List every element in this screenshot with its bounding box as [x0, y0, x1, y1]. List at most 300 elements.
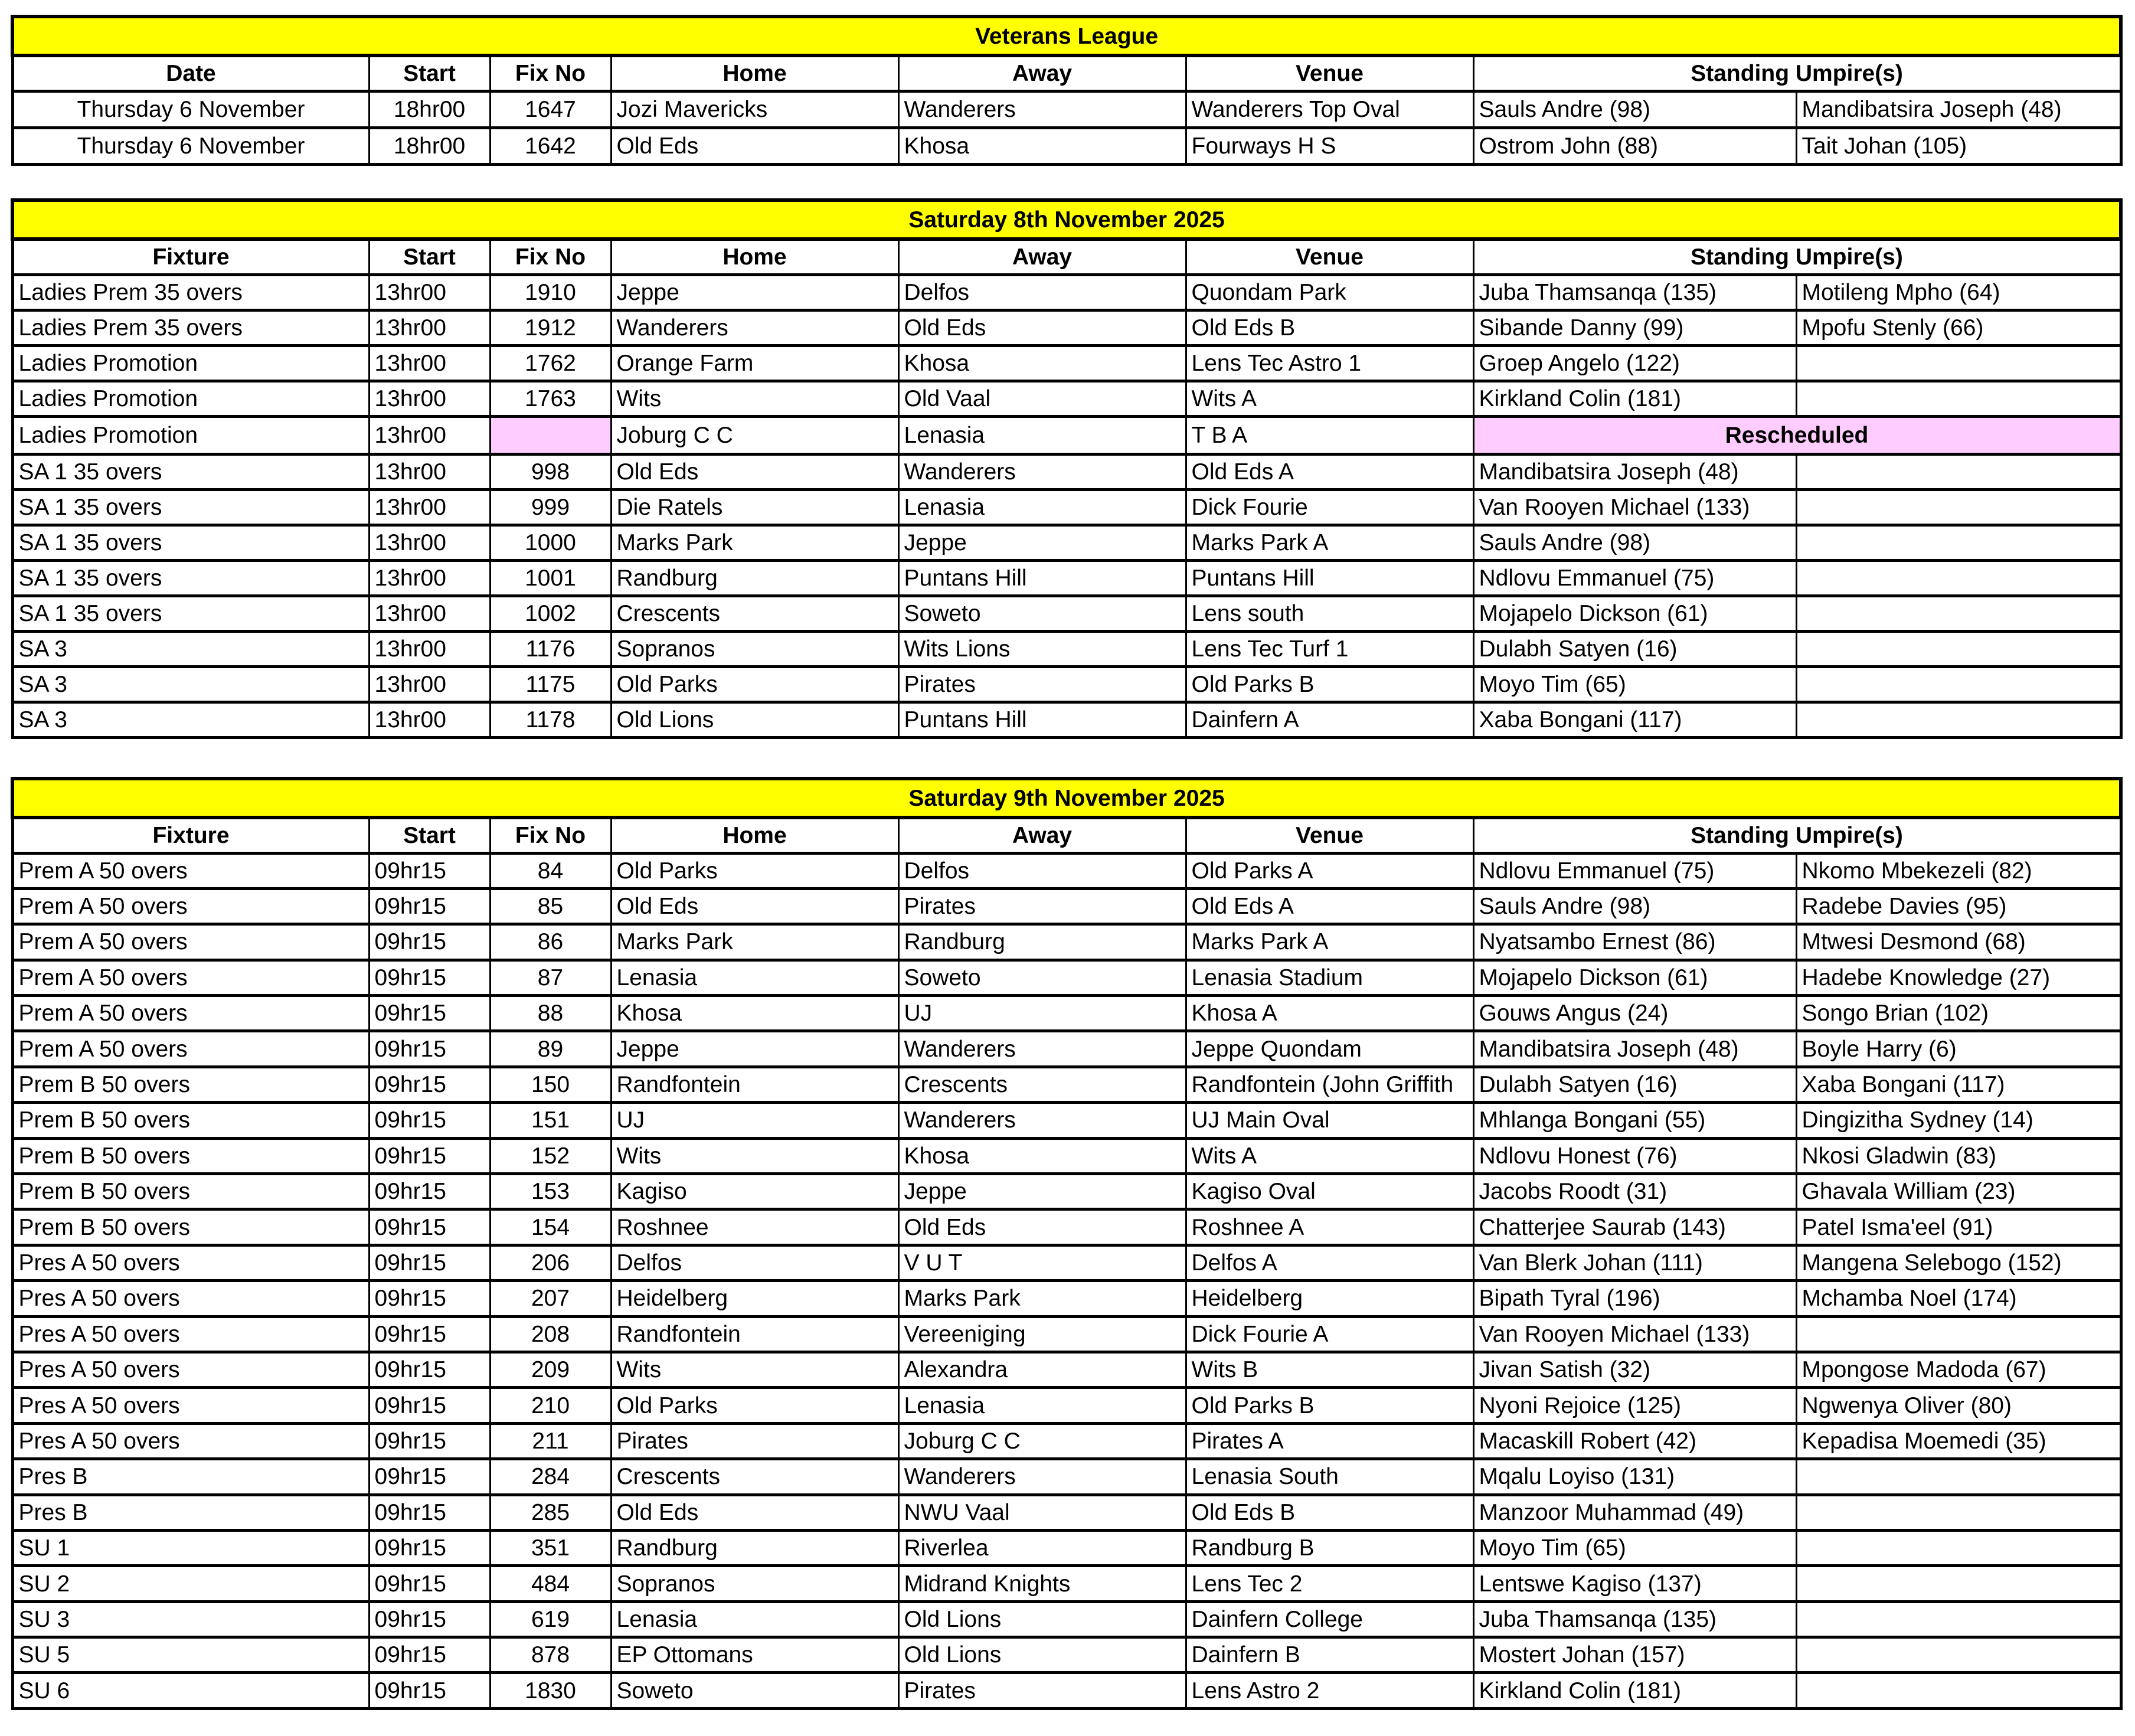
- fixture-cell: SU 2: [12, 1566, 369, 1601]
- umpire-1-cell: Van Rooyen Michael (133): [1473, 489, 1796, 525]
- home-cell: Roshnee: [611, 1209, 898, 1245]
- umpire-1-cell: Juba Thamsanqa (135): [1473, 1601, 1796, 1637]
- away-cell: Wanderers: [898, 454, 1186, 489]
- umpire-2-cell: [1796, 345, 2121, 381]
- venue-cell: Wanderers Top Oval: [1186, 91, 1473, 127]
- umpire-1-cell: Van Rooyen Michael (133): [1473, 1316, 1796, 1352]
- fixture-row: [12, 1316, 2121, 1352]
- fixture-cell: Prem B 50 overs: [12, 1138, 369, 1173]
- header-row: [12, 818, 2121, 853]
- umpire-2-cell: [1796, 1316, 2121, 1352]
- column-header-away: Away: [898, 818, 1186, 853]
- header-row: [12, 239, 2121, 274]
- fix-no-cell: 484: [490, 1566, 611, 1601]
- start-cell: 18hr00: [369, 91, 490, 127]
- fixture-cell: SU 3: [12, 1601, 369, 1637]
- umpire-1-cell: Sauls Andre (98): [1473, 888, 1796, 924]
- start-cell: 13hr00: [369, 525, 490, 560]
- away-cell: Old Lions: [898, 1601, 1186, 1637]
- umpire-1-cell: Van Blerk Johan (111): [1473, 1245, 1796, 1280]
- venue-cell: UJ Main Oval: [1186, 1103, 1473, 1138]
- fixture-cell: Ladies Prem 35 overs: [12, 274, 369, 310]
- umpire-2-cell: Mpofu Stenly (66): [1796, 310, 2121, 345]
- away-cell: Jeppe: [898, 525, 1186, 560]
- umpire-2-cell: Mandibatsira Joseph (48): [1796, 91, 2121, 127]
- away-cell: Wanderers: [898, 1459, 1186, 1495]
- start-cell: 18hr00: [369, 127, 490, 164]
- home-cell: Old Lions: [611, 702, 898, 737]
- away-cell: UJ: [898, 996, 1186, 1031]
- venue-cell: Lens south: [1186, 596, 1473, 631]
- fix-no-cell: 207: [490, 1281, 611, 1316]
- umpire-2-cell: [1796, 702, 2121, 737]
- venue-cell: Randburg B: [1186, 1530, 1473, 1565]
- home-cell: Lenasia: [611, 960, 898, 995]
- fixture-row: [12, 345, 2121, 381]
- umpire-1-cell: Mandibatsira Joseph (48): [1473, 1031, 1796, 1067]
- fix-no-cell: 1001: [490, 560, 611, 596]
- start-cell: 13hr00: [369, 454, 490, 489]
- umpire-2-cell: Hadebe Knowledge (27): [1796, 960, 2121, 995]
- fixture-row: [12, 1031, 2121, 1067]
- column-header-home: Home: [611, 818, 898, 853]
- umpire-1-cell: Jacobs Roodt (31): [1473, 1174, 1796, 1209]
- start-cell: 09hr15: [369, 1495, 490, 1530]
- away-cell: Soweto: [898, 960, 1186, 995]
- fixture-cell: Prem A 50 overs: [12, 1031, 369, 1067]
- umpire-1-cell: Nyatsambo Ernest (86): [1473, 924, 1796, 960]
- venue-cell: Old Parks A: [1186, 853, 1473, 888]
- fixture-row: [12, 127, 2121, 164]
- home-cell: Sopranos: [611, 1566, 898, 1601]
- umpire-2-cell: [1796, 1530, 2121, 1565]
- fix-no-cell: 619: [490, 1601, 611, 1637]
- venue-cell: Old Parks B: [1186, 1388, 1473, 1423]
- home-cell: Randburg: [611, 560, 898, 596]
- column-header-venue: Venue: [1186, 239, 1473, 274]
- venue-cell: Wits A: [1186, 1138, 1473, 1173]
- fixture-row: [12, 1352, 2121, 1387]
- fixture-row: [12, 1388, 2121, 1423]
- fixture-row: [12, 1209, 2121, 1245]
- fix-no-cell: 1647: [490, 91, 611, 127]
- fix-no-cell: 84: [490, 853, 611, 888]
- fixture-row: [12, 1067, 2121, 1102]
- venue-cell: Heidelberg: [1186, 1281, 1473, 1316]
- home-cell: EP Ottomans: [611, 1637, 898, 1673]
- away-cell: Puntans Hill: [898, 702, 1186, 737]
- umpire-1-cell: Dulabh Satyen (16): [1473, 631, 1796, 666]
- fix-no-cell: 152: [490, 1138, 611, 1173]
- fixture-cell: Prem A 50 overs: [12, 996, 369, 1031]
- away-cell: Delfos: [898, 853, 1186, 888]
- umpire-2-cell: Mtwesi Desmond (68): [1796, 924, 2121, 960]
- home-cell: Randburg: [611, 1530, 898, 1565]
- column-header-venue: Venue: [1186, 55, 1473, 91]
- fixtures-table: [11, 198, 2123, 739]
- umpire-1-cell: Lentswe Kagiso (137): [1473, 1566, 1796, 1601]
- fixture-section: [11, 198, 2119, 739]
- fixture-row: [12, 1423, 2121, 1459]
- away-cell: Wanderers: [898, 1031, 1186, 1067]
- start-cell: 09hr15: [369, 1138, 490, 1173]
- start-cell: 09hr15: [369, 1423, 490, 1459]
- fixture-cell: Prem A 50 overs: [12, 960, 369, 995]
- umpire-1-cell: Mojapelo Dickson (61): [1473, 596, 1796, 631]
- section-title-row: [12, 17, 2121, 55]
- umpire-2-cell: Tait Johan (105): [1796, 127, 2121, 164]
- fixture-cell: SA 1 35 overs: [12, 454, 369, 489]
- start-cell: 09hr15: [369, 1530, 490, 1565]
- umpire-2-cell: [1796, 596, 2121, 631]
- fixture-cell: Ladies Prem 35 overs: [12, 310, 369, 345]
- venue-cell: Wits B: [1186, 1352, 1473, 1387]
- umpire-2-cell: [1796, 1601, 2121, 1637]
- start-cell: 13hr00: [369, 596, 490, 631]
- umpire-1-cell: Dulabh Satyen (16): [1473, 1067, 1796, 1102]
- venue-cell: T B A: [1186, 416, 1473, 454]
- home-cell: Jeppe: [611, 1031, 898, 1067]
- start-cell: 13hr00: [369, 560, 490, 596]
- fixture-row: [12, 1459, 2121, 1495]
- away-cell: Old Lions: [898, 1637, 1186, 1673]
- venue-cell: Dainfern B: [1186, 1637, 1473, 1673]
- section-title-row: [12, 779, 2121, 818]
- section-title: Saturday 9th November 2025: [12, 779, 2121, 818]
- umpire-2-cell: Boyle Harry (6): [1796, 1031, 2121, 1067]
- home-cell: Randfontein: [611, 1316, 898, 1352]
- start-cell: 13hr00: [369, 345, 490, 381]
- umpire-2-cell: Mchamba Noel (174): [1796, 1281, 2121, 1316]
- fixture-row: [12, 631, 2121, 666]
- fixture-cell: SA 1 35 overs: [12, 489, 369, 525]
- fixture-row: [12, 489, 2121, 525]
- fixture-row: [12, 666, 2121, 702]
- fixtures-table: [11, 777, 2123, 1710]
- fixture-row: [12, 1601, 2121, 1637]
- umpire-2-cell: [1796, 1459, 2121, 1495]
- fixture-cell: SA 1 35 overs: [12, 525, 369, 560]
- venue-cell: Dick Fourie A: [1186, 1316, 1473, 1352]
- fixture-row: [12, 91, 2121, 127]
- venue-cell: Pirates A: [1186, 1423, 1473, 1459]
- umpire-1-cell: Manzoor Muhammad (49): [1473, 1495, 1796, 1530]
- column-header-start: Start: [369, 239, 490, 274]
- away-cell: Alexandra: [898, 1352, 1186, 1387]
- fixture-cell: SA 3: [12, 702, 369, 737]
- fixture-cell: Ladies Promotion: [12, 381, 369, 416]
- umpire-2-cell: Ngwenya Oliver (80): [1796, 1388, 2121, 1423]
- start-cell: 13hr00: [369, 274, 490, 310]
- away-cell: Jeppe: [898, 1174, 1186, 1209]
- away-cell: Khosa: [898, 345, 1186, 381]
- venue-cell: Old Eds B: [1186, 310, 1473, 345]
- fixture-row: [12, 274, 2121, 310]
- start-cell: 09hr15: [369, 1316, 490, 1352]
- umpire-2-cell: Mpongose Madoda (67): [1796, 1352, 2121, 1387]
- fixture-row: [12, 996, 2121, 1031]
- fixture-row: [12, 454, 2121, 489]
- section-title-row: [12, 200, 2121, 239]
- home-cell: Randfontein: [611, 1067, 898, 1102]
- column-header-venue: Venue: [1186, 818, 1473, 853]
- home-cell: Joburg C C: [611, 416, 898, 454]
- start-cell: 09hr15: [369, 888, 490, 924]
- umpire-1-cell: Juba Thamsanqa (135): [1473, 274, 1796, 310]
- start-cell: 09hr15: [369, 1209, 490, 1245]
- home-cell: Jeppe: [611, 274, 898, 310]
- fixture-cell: Pres A 50 overs: [12, 1388, 369, 1423]
- fixture-cell: SU 5: [12, 1637, 369, 1673]
- fixture-cell: SA 3: [12, 631, 369, 666]
- start-cell: 09hr15: [369, 1388, 490, 1423]
- fixture-cell: Pres A 50 overs: [12, 1423, 369, 1459]
- fixture-section: [11, 777, 2119, 1710]
- venue-cell: Quondam Park: [1186, 274, 1473, 310]
- fix-no-cell: 211: [490, 1423, 611, 1459]
- venue-cell: Lenasia Stadium: [1186, 960, 1473, 995]
- umpire-1-cell: Nyoni Rejoice (125): [1473, 1388, 1796, 1423]
- umpire-2-cell: [1796, 560, 2121, 596]
- venue-cell: Wits A: [1186, 381, 1473, 416]
- fix-no-cell: 151: [490, 1103, 611, 1138]
- umpire-1-cell: Ndlovu Emmanuel (75): [1473, 560, 1796, 596]
- column-header-umpires: Standing Umpire(s): [1473, 239, 2121, 274]
- umpire-2-cell: Mangena Selebogo (152): [1796, 1245, 2121, 1280]
- umpire-1-cell: Ndlovu Emmanuel (75): [1473, 853, 1796, 888]
- fix-no-cell: 1910: [490, 274, 611, 310]
- start-cell: 09hr15: [369, 1566, 490, 1601]
- fixture-cell: Ladies Promotion: [12, 416, 369, 454]
- fix-no-cell: 284: [490, 1459, 611, 1495]
- fixture-row: [12, 1174, 2121, 1209]
- away-cell: Pirates: [898, 1673, 1186, 1708]
- away-cell: Soweto: [898, 596, 1186, 631]
- away-cell: Lenasia: [898, 1388, 1186, 1423]
- fix-no-cell: 209: [490, 1352, 611, 1387]
- umpire-2-cell: [1796, 1495, 2121, 1530]
- fixture-cell: SU 6: [12, 1673, 369, 1708]
- venue-cell: Dick Fourie: [1186, 489, 1473, 525]
- venue-cell: Lens Astro 2: [1186, 1673, 1473, 1708]
- home-cell: Wits: [611, 1138, 898, 1173]
- fixture-row: [12, 1138, 2121, 1173]
- fixture-row: [12, 1566, 2121, 1601]
- fix-no-cell: 351: [490, 1530, 611, 1565]
- start-cell: 09hr15: [369, 1601, 490, 1637]
- umpire-2-cell: Kepadisa Moemedi (35): [1796, 1423, 2121, 1459]
- umpire-1-cell: Mojapelo Dickson (61): [1473, 960, 1796, 995]
- fix-no-cell: 85: [490, 888, 611, 924]
- home-cell: UJ: [611, 1103, 898, 1138]
- fixture-cell: Prem A 50 overs: [12, 924, 369, 960]
- venue-cell: Lens Tec Turf 1: [1186, 631, 1473, 666]
- umpire-1-cell: Ndlovu Honest (76): [1473, 1138, 1796, 1173]
- home-cell: Delfos: [611, 1245, 898, 1280]
- away-cell: Old Eds: [898, 1209, 1186, 1245]
- umpire-1-cell: Jivan Satish (32): [1473, 1352, 1796, 1387]
- home-cell: Old Eds: [611, 127, 898, 164]
- fix-no-cell: 1000: [490, 525, 611, 560]
- umpire-2-cell: Songo Brian (102): [1796, 996, 2121, 1031]
- fixture-cell: Pres B: [12, 1459, 369, 1495]
- fixture-row: [12, 960, 2121, 995]
- fix-no-cell: 86: [490, 924, 611, 960]
- fixture-cell: Pres A 50 overs: [12, 1316, 369, 1352]
- home-cell: Orange Farm: [611, 345, 898, 381]
- fix-no-cell: 150: [490, 1067, 611, 1102]
- home-cell: Pirates: [611, 1423, 898, 1459]
- start-cell: 09hr15: [369, 960, 490, 995]
- home-cell: Crescents: [611, 596, 898, 631]
- column-header-umpires: Standing Umpire(s): [1473, 818, 2121, 853]
- fixture-cell: Pres A 50 overs: [12, 1245, 369, 1280]
- away-cell: Old Eds: [898, 310, 1186, 345]
- umpire-1-cell: Mqalu Loyiso (131): [1473, 1459, 1796, 1495]
- umpire-1-cell: Kirkland Colin (181): [1473, 381, 1796, 416]
- away-cell: Riverlea: [898, 1530, 1186, 1565]
- umpire-1-cell: Moyo Tim (65): [1473, 1530, 1796, 1565]
- fix-no-cell: 89: [490, 1031, 611, 1067]
- fix-no-cell: 208: [490, 1316, 611, 1352]
- away-cell: Khosa: [898, 1138, 1186, 1173]
- venue-cell: Lens Tec Astro 1: [1186, 345, 1473, 381]
- start-cell: 09hr15: [369, 1637, 490, 1673]
- venue-cell: Old Parks B: [1186, 666, 1473, 702]
- fixture-cell: SA 1 35 overs: [12, 560, 369, 596]
- start-cell: 13hr00: [369, 416, 490, 454]
- home-cell: Kagiso: [611, 1174, 898, 1209]
- start-cell: 09hr15: [369, 924, 490, 960]
- start-cell: 09hr15: [369, 1067, 490, 1102]
- away-cell: Crescents: [898, 1067, 1186, 1102]
- start-cell: 13hr00: [369, 702, 490, 737]
- umpire-2-cell: [1796, 454, 2121, 489]
- home-cell: Old Parks: [611, 853, 898, 888]
- start-cell: 13hr00: [369, 489, 490, 525]
- umpire-2-cell: Nkosi Gladwin (83): [1796, 1138, 2121, 1173]
- start-cell: 09hr15: [369, 1352, 490, 1387]
- column-header-fix-no: Fix No: [490, 818, 611, 853]
- venue-cell: Kagiso Oval: [1186, 1174, 1473, 1209]
- start-cell: 13hr00: [369, 631, 490, 666]
- fix-no-cell: 998: [490, 454, 611, 489]
- column-header-fixture: Fixture: [12, 239, 369, 274]
- away-cell: Midrand Knights: [898, 1566, 1186, 1601]
- fixtures-table: [11, 15, 2123, 166]
- fixture-row: [12, 853, 2121, 888]
- umpire-2-cell: Xaba Bongani (117): [1796, 1067, 2121, 1102]
- home-cell: Sopranos: [611, 631, 898, 666]
- home-cell: Lenasia: [611, 1601, 898, 1637]
- umpire-1-cell: Groep Angelo (122): [1473, 345, 1796, 381]
- umpire-2-cell: Patel Isma'eel (91): [1796, 1209, 2121, 1245]
- fix-no-cell: 1762: [490, 345, 611, 381]
- home-cell: Wits: [611, 381, 898, 416]
- fixture-cell: Pres A 50 overs: [12, 1352, 369, 1387]
- away-cell: Pirates: [898, 888, 1186, 924]
- start-cell: 13hr00: [369, 381, 490, 416]
- fix-no-cell: 1642: [490, 127, 611, 164]
- section-title: Veterans League: [12, 17, 2121, 55]
- umpire-2-cell: [1796, 1566, 2121, 1601]
- umpire-1-cell: Sauls Andre (98): [1473, 91, 1796, 127]
- fixture-cell: Prem B 50 overs: [12, 1067, 369, 1102]
- umpire-1-cell: Gouws Angus (24): [1473, 996, 1796, 1031]
- umpire-2-cell: [1796, 525, 2121, 560]
- start-cell: 09hr15: [369, 1281, 490, 1316]
- start-cell: 09hr15: [369, 1103, 490, 1138]
- column-header-start: Start: [369, 818, 490, 853]
- start-cell: 09hr15: [369, 1245, 490, 1280]
- venue-cell: Dainfern College: [1186, 1601, 1473, 1637]
- column-header-home: Home: [611, 239, 898, 274]
- venue-cell: Marks Park A: [1186, 525, 1473, 560]
- venue-cell: Old Eds A: [1186, 888, 1473, 924]
- venue-cell: Khosa A: [1186, 996, 1473, 1031]
- umpire-2-cell: [1796, 1637, 2121, 1673]
- fixture-row: [12, 924, 2121, 960]
- home-cell: Old Parks: [611, 666, 898, 702]
- fix-no-cell: 1176: [490, 631, 611, 666]
- venue-cell: Roshnee A: [1186, 1209, 1473, 1245]
- fixture-row: [12, 888, 2121, 924]
- start-cell: 09hr15: [369, 1031, 490, 1067]
- fixture-cell: Prem A 50 overs: [12, 853, 369, 888]
- fixture-row: [12, 1281, 2121, 1316]
- away-cell: Joburg C C: [898, 1423, 1186, 1459]
- fixture-row: [12, 1495, 2121, 1530]
- fix-no-cell: 206: [490, 1245, 611, 1280]
- fixture-row: [12, 596, 2121, 631]
- fixture-cell: SA 3: [12, 666, 369, 702]
- fixture-cell: Thursday 6 November: [12, 127, 369, 164]
- umpire-1-cell: Kirkland Colin (181): [1473, 1673, 1796, 1708]
- away-cell: Khosa: [898, 127, 1186, 164]
- umpire-1-cell: Xaba Bongani (117): [1473, 702, 1796, 737]
- away-cell: NWU Vaal: [898, 1495, 1186, 1530]
- umpire-1-cell: Macaskill Robert (42): [1473, 1423, 1796, 1459]
- home-cell: Marks Park: [611, 525, 898, 560]
- umpire-1-cell: Bipath Tyral (196): [1473, 1281, 1796, 1316]
- start-cell: 09hr15: [369, 996, 490, 1031]
- fixture-row: [12, 560, 2121, 596]
- home-cell: Soweto: [611, 1673, 898, 1708]
- start-cell: 13hr00: [369, 310, 490, 345]
- home-cell: Old Parks: [611, 1388, 898, 1423]
- away-cell: Pirates: [898, 666, 1186, 702]
- umpire-2-cell: Ghavala William (23): [1796, 1174, 2121, 1209]
- umpire-2-cell: Nkomo Mbekezeli (82): [1796, 853, 2121, 888]
- venue-cell: Marks Park A: [1186, 924, 1473, 960]
- fixture-cell: SA 1 35 overs: [12, 596, 369, 631]
- umpire-2-cell: [1796, 631, 2121, 666]
- column-header-fix-no: Fix No: [490, 239, 611, 274]
- column-header-umpires: Standing Umpire(s): [1473, 55, 2121, 91]
- fixture-cell: Prem B 50 overs: [12, 1103, 369, 1138]
- fix-no-cell: 285: [490, 1495, 611, 1530]
- umpire-2-cell: [1796, 1673, 2121, 1708]
- home-cell: Wanderers: [611, 310, 898, 345]
- home-cell: Old Eds: [611, 888, 898, 924]
- umpire-1-cell: Chatterjee Saurab (143): [1473, 1209, 1796, 1245]
- fixture-cell: Ladies Promotion: [12, 345, 369, 381]
- venue-cell: Randfontein (John Griffith: [1186, 1067, 1473, 1102]
- fixture-row: [12, 1530, 2121, 1565]
- fixture-row: [12, 702, 2121, 737]
- umpire-2-cell: [1796, 381, 2121, 416]
- venue-cell: Old Eds A: [1186, 454, 1473, 489]
